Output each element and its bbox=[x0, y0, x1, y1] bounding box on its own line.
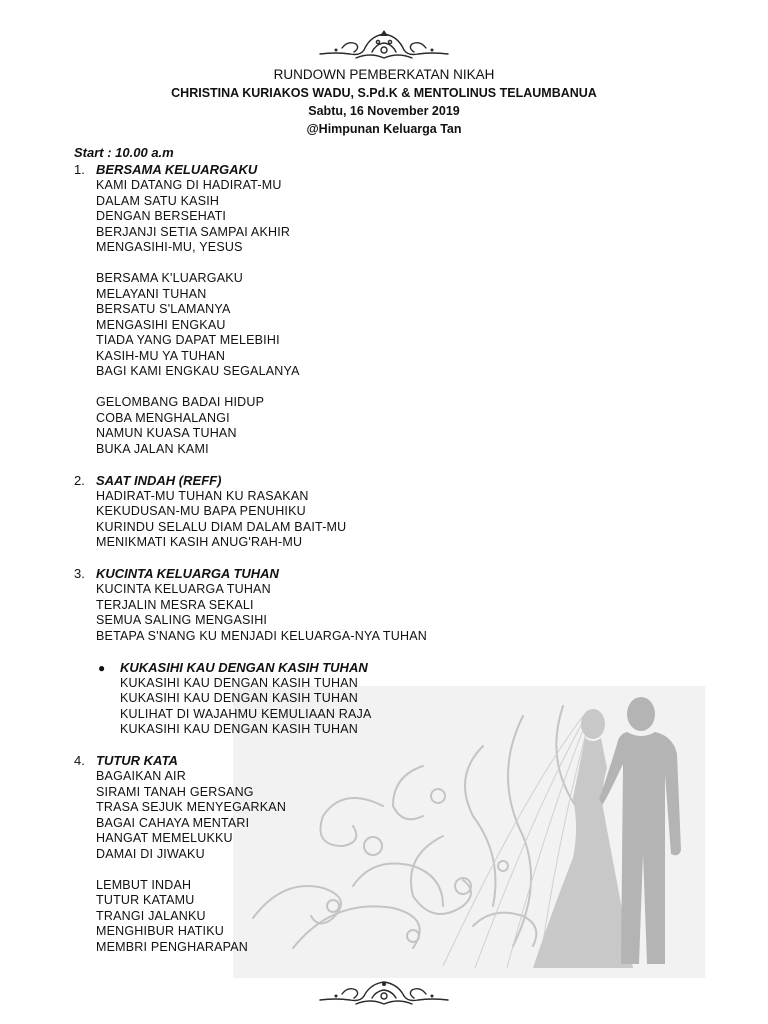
song-number: 2. bbox=[74, 472, 85, 488]
song-heading bbox=[74, 753, 694, 769]
song-heading bbox=[74, 566, 694, 582]
lyric-line: LEMBUT INDAH bbox=[96, 877, 192, 892]
lyric-line: TIADA YANG DAPAT MELEBIHI bbox=[96, 333, 280, 347]
lyric-line: KUCINTA KELUARGA TUHAN bbox=[96, 582, 271, 596]
lyric-line: SEMUA SALING MENGASIHI bbox=[96, 613, 268, 627]
song-title: BERSAMA KELUARGAKU bbox=[96, 162, 258, 177]
lyric-line: KAMI DATANG DI HADIRAT-MU bbox=[96, 178, 282, 192]
lyric-line: KULIHAT DI WAJAHMU KEMULIAAN RAJA bbox=[120, 706, 372, 721]
song-number: 3. bbox=[74, 566, 85, 581]
lyric-line: GELOMBANG BADAI HIDUP bbox=[96, 395, 265, 409]
lyric-line: TUTUR KATAMU bbox=[96, 893, 195, 907]
lyric-line: BERSATU S'LAMANYA bbox=[96, 302, 231, 316]
song-2 bbox=[74, 473, 694, 551]
lyric-line: KUKASIHI KAU DENGAN KASIH TUHAN bbox=[120, 722, 358, 736]
lyric-line: DAMAI DI JIWAKU bbox=[96, 846, 205, 861]
lyric-line: MELAYANI TUHAN bbox=[96, 286, 207, 301]
document-title: RUNDOWN PEMBERKATAN NIKAH bbox=[273, 67, 495, 82]
lyric-line: SIRAMI TANAH GERSANG bbox=[96, 784, 254, 799]
lyric-line: TRASA SEJUK MENYEGARKAN bbox=[96, 800, 287, 814]
song-1 bbox=[74, 162, 694, 457]
rundown-content bbox=[74, 144, 694, 955]
lyric-line bbox=[74, 862, 694, 878]
song-heading bbox=[74, 473, 694, 489]
lyric-line: KUKASIHI KAU DENGAN KASIH TUHAN bbox=[120, 691, 358, 705]
lyric-line: BERJANJI SETIA SAMPAI AKHIR bbox=[96, 224, 291, 239]
lyric-line: BERSAMA K'LUARGAKU bbox=[96, 271, 244, 285]
lyric-line: TRANGI JALANKU bbox=[96, 908, 206, 923]
event-date: Sabtu, 16 November 2019 bbox=[308, 104, 460, 118]
song-title: KUCINTA KELUARGA TUHAN bbox=[96, 566, 279, 581]
lyric-line: MENIKMATI KASIH ANUG'RAH-MU bbox=[96, 535, 303, 549]
lyric-line bbox=[74, 256, 694, 272]
song-title: TUTUR KATA bbox=[96, 753, 178, 768]
song-number: 4. bbox=[74, 753, 85, 768]
lyric-line: TERJALIN MESRA SEKALI bbox=[96, 597, 254, 612]
sub-song-heading bbox=[74, 660, 694, 676]
lyric-line: BETAPA S'NANG KU MENJADI KELUARGA-NYA TUHAN bbox=[96, 628, 427, 643]
lyric-line: MENGASIHI ENGKAU bbox=[96, 317, 226, 332]
lyric-line: KASIH-MU YA TUHAN bbox=[96, 348, 226, 363]
bottom-ornament-icon bbox=[316, 976, 452, 1012]
lyric-line: NAMUN KUASA TUHAN bbox=[96, 426, 237, 440]
lyric-line: HADIRAT-MU TUHAN KU RASAKAN bbox=[96, 488, 309, 503]
lyric-line: BAGAIKAN AIR bbox=[96, 769, 186, 783]
song-heading bbox=[74, 162, 694, 178]
top-ornament-icon bbox=[316, 28, 452, 64]
lyric-line: BAGI KAMI ENGKAU SEGALANYA bbox=[96, 364, 300, 378]
lyric-line: DALAM SATU KASIH bbox=[96, 193, 220, 208]
lyric-line: DENGAN BERSEHATI bbox=[96, 209, 227, 223]
lyric-line: MEMBRI PENGHARAPAN bbox=[96, 939, 249, 954]
start-time: Start : 10.00 a.m bbox=[74, 145, 174, 160]
lyric-line bbox=[74, 380, 694, 396]
lyric-line: MENGHIBUR HATIKU bbox=[96, 924, 224, 938]
lyric-line: KEKUDUSAN-MU BAPA PENUHIKU bbox=[96, 504, 306, 518]
lyric-line: BAGAI CAHAYA MENTARI bbox=[96, 815, 250, 830]
song-number: 1. bbox=[74, 162, 85, 177]
lyric-line: BUKA JALAN KAMI bbox=[96, 441, 209, 456]
bullet-icon: ● bbox=[98, 660, 106, 675]
lyric-line: MENGASIHI-MU, YESUS bbox=[96, 240, 243, 254]
lyric-line: KURINDU SELALU DIAM DALAM BAIT-MU bbox=[96, 519, 347, 534]
song-3 bbox=[74, 566, 694, 738]
sub-song-title: KUKASIHI KAU DENGAN KASIH TUHAN bbox=[120, 659, 368, 675]
song-3-sub-song bbox=[74, 660, 694, 738]
lyric-line: KUKASIHI KAU DENGAN KASIH TUHAN bbox=[120, 675, 358, 690]
couple-names: CHRISTINA KURIAKOS WADU, S.Pd.K & MENTOLINUS TELAUMBANUA bbox=[171, 86, 597, 100]
song-4 bbox=[74, 753, 694, 955]
song-title: SAAT INDAH (REFF) bbox=[96, 472, 222, 488]
lyric-line: HANGAT MEMELUKKU bbox=[96, 831, 233, 845]
event-venue: @Himpunan Keluarga Tan bbox=[306, 122, 462, 136]
lyric-line: COBA MENGHALANGI bbox=[96, 410, 230, 425]
document-header bbox=[0, 66, 768, 138]
